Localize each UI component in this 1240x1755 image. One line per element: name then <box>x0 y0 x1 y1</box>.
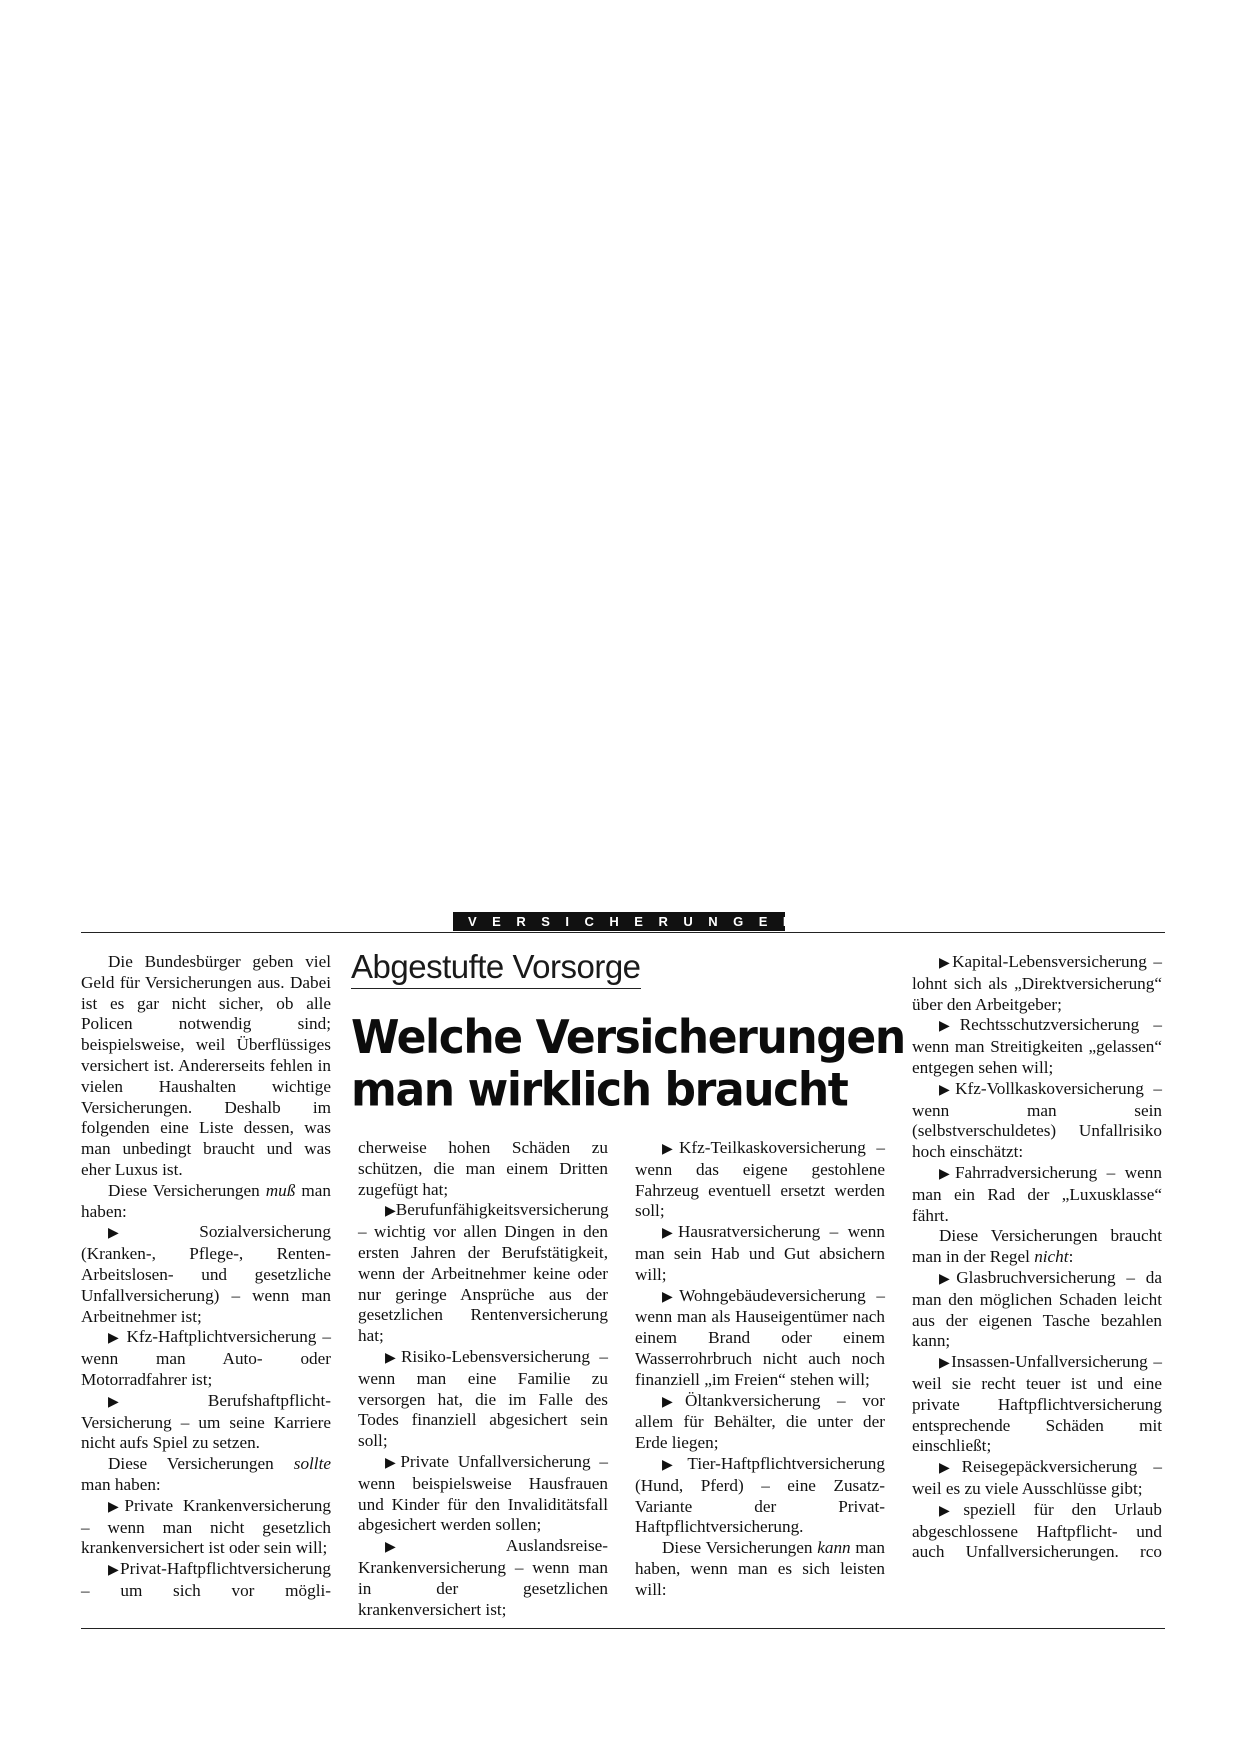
arrow-right-icon: ▶ <box>108 1562 121 1579</box>
list-item: ▶Wohngebäudeversicherung – wenn man als Hauseigentümer nach einem Brand oder einem Wasserrohrbruch nicht auch noch finanziell „im Freien“ stehen will; <box>635 1285 885 1389</box>
list-item: ▶Private Unfallversicherung – wenn beispielsweise Hausfrauen und Kinder für den Invaliditätsfall abgesichert werden sollen; <box>358 1451 608 1535</box>
list-item: ▶Tier-Haftpflichtversicherung (Hund, Pferd) – eine Zusatz-Variante der Privat-Haftpflichtversicherung. <box>635 1453 885 1537</box>
arrow-right-icon: ▶ <box>385 1539 506 1556</box>
arrow-right-icon: ▶ <box>108 1498 125 1515</box>
arrow-right-icon: ▶ <box>662 1456 688 1473</box>
list-item: ▶Kfz-Teilkaskoversicherung – wenn das eigene gestohlene Fahrzeug eventuell ersetzt werden soll; <box>635 1138 885 1221</box>
list-item: ▶Hausratversicherung – wenn man sein Hab und Gut absichern will; <box>635 1222 885 1284</box>
headline-line-1: Welche Versicherungen <box>351 1010 905 1065</box>
list-item: ▶Risiko-Lebensversicherung – wenn man eine Familie zu versorgen hat, die im Falle des Todes finanziell abgesichert sein soll; <box>358 1346 608 1451</box>
author-signature: rco <box>1140 1542 1162 1562</box>
section-label: VERSICHERUNGEN <box>453 912 785 931</box>
list-item: ▶Private Krankenversicherung – wenn man nicht gesetzlich krankenversichert ist oder sein will; <box>81 1495 331 1558</box>
text-column-4 <box>912 952 1162 1563</box>
arrow-right-icon: ▶ <box>385 1203 396 1220</box>
arrow-right-icon: ▶ <box>385 1454 401 1471</box>
text-column-3 <box>635 1138 885 1601</box>
text-column-1 <box>81 952 331 1602</box>
arrow-right-icon: ▶ <box>662 1141 680 1157</box>
list-item: ▶Rechtsschutzversicherung – wenn man Streitigkeiten „gelassen“ entgegen sehen will; <box>912 1015 1162 1077</box>
arrow-right-icon: ▶ <box>939 1355 952 1372</box>
arrow-right-icon: ▶ <box>939 1502 964 1519</box>
text-column-2 <box>358 1138 608 1620</box>
list-item: ▶Fahrradversicherung – wenn man ein Rad der „Luxusklasse“ fährt. <box>912 1162 1162 1225</box>
arrow-right-icon: ▶ <box>939 1081 956 1098</box>
article-kicker: Abgestufte Vorsorge <box>351 947 641 989</box>
list-item: ▶Kfz-Vollkaskoversicherung – wenn man sein (selbstverschuldetes) Unfallrisiko hoch einschätzt: <box>912 1078 1162 1162</box>
can-have-heading: Diese Versicherungen kann man haben, wenn man es sich leisten will: <box>635 1538 885 1599</box>
bottom-rule <box>81 1628 1165 1629</box>
list-item: ▶Öltankversicherung – vor allem für Behälter, die unter der Erde liegen; <box>635 1390 885 1453</box>
list-item: ▶ Kfz-Haftplichtversicherung – wenn man Auto- oder Motorradfahrer ist; <box>81 1327 331 1389</box>
arrow-right-icon: ▶ <box>939 1165 955 1182</box>
arrow-right-icon: ▶ <box>108 1225 157 1242</box>
must-have-heading: Diese Versicherungen muß man haben: <box>81 1180 331 1221</box>
article-headline <box>351 1012 911 1117</box>
list-item: ▶Kapital-Lebensversicherung – lohnt sich als „Direktversicherung“ über den Arbeitgeber; <box>912 952 1162 1014</box>
arrow-right-icon: ▶ <box>385 1349 401 1366</box>
arrow-right-icon: ▶ <box>939 1018 960 1035</box>
list-item: ▶Insassen-Unfallversicherung – weil sie recht teuer ist und eine private Haftpflichtversicherung entsprechende Schäden mit einschließt; <box>912 1352 1162 1456</box>
list-item: ▶speziell für den Urlaub abgeschlossene Haftpflicht- und auch Unfallversicherungen. rco <box>912 1499 1162 1562</box>
arrow-right-icon: ▶ <box>108 1393 208 1410</box>
list-item: ▶Reisegepäckversicherung – weil es zu viele Ausschlüsse gibt; <box>912 1457 1162 1498</box>
continued-paragraph: cherweise hohen Schäden zu schützen, die man einem Dritten zugefügt hat; <box>358 1138 608 1199</box>
headline-line-2: man wirklich braucht <box>351 1063 848 1117</box>
list-item: ▶Glasbruchversicherung – da man den möglichen Schaden leicht aus der eigenen Tasche bezahlen kann; <box>912 1267 1162 1351</box>
arrow-right-icon: ▶ <box>662 1393 685 1410</box>
intro-paragraph: Die Bundesbürger geben viel Geld für Versicherungen aus. Dabei ist es gar nicht sicher, ob alle Policen notwendig sind; beispielsweise, weil Überflüssiges versichert ist. Andererseits fehlen in vielen Haushalten wichtige Versicherungen. Deshalb im folgenden eine Liste dessen, was man unbedingt braucht und was eher Luxus ist. <box>81 952 331 1179</box>
list-item: ▶Privat-Haftpflichtversicherung – um sich vor mögli- <box>81 1559 331 1600</box>
list-item: ▶Berufshaftpflicht-Versicherung – um seine Karriere nicht aufs Spiel zu setzen. <box>81 1390 331 1453</box>
arrow-right-icon: ▶ <box>939 1270 957 1287</box>
top-rule <box>81 932 1165 933</box>
list-item: ▶Auslandsreise-Krankenversicherung – wenn man in der gesetzlichen krankenversichert ist; <box>358 1536 608 1619</box>
arrow-right-icon: ▶ <box>939 955 953 971</box>
not-needed-heading: Diese Versicherungen braucht man in der Regel nicht: <box>912 1226 1162 1267</box>
arrow-right-icon: ▶ <box>939 1460 962 1477</box>
list-item: ▶Berufunfähigkeitsversicherung – wichtig vor allen Dingen in den ersten Jahren der Berufstätigkeit, wenn der Arbeitnehmer keine oder nur geringe Ansprüche aus der gesetzlichen Rentenversicherung hat; <box>358 1200 609 1346</box>
arrow-right-icon: ▶ <box>662 1225 678 1242</box>
list-item: ▶ Sozialversicherung (Kranken-, Pflege-, Renten- Arbeitslosen- und gesetzliche Unfallversicherung) – wenn man Arbeitnehmer ist; <box>81 1222 331 1326</box>
should-have-heading: Diese Versicherungen sollte man haben: <box>81 1454 331 1494</box>
arrow-right-icon: ▶ <box>108 1330 121 1347</box>
arrow-right-icon: ▶ <box>662 1288 680 1305</box>
